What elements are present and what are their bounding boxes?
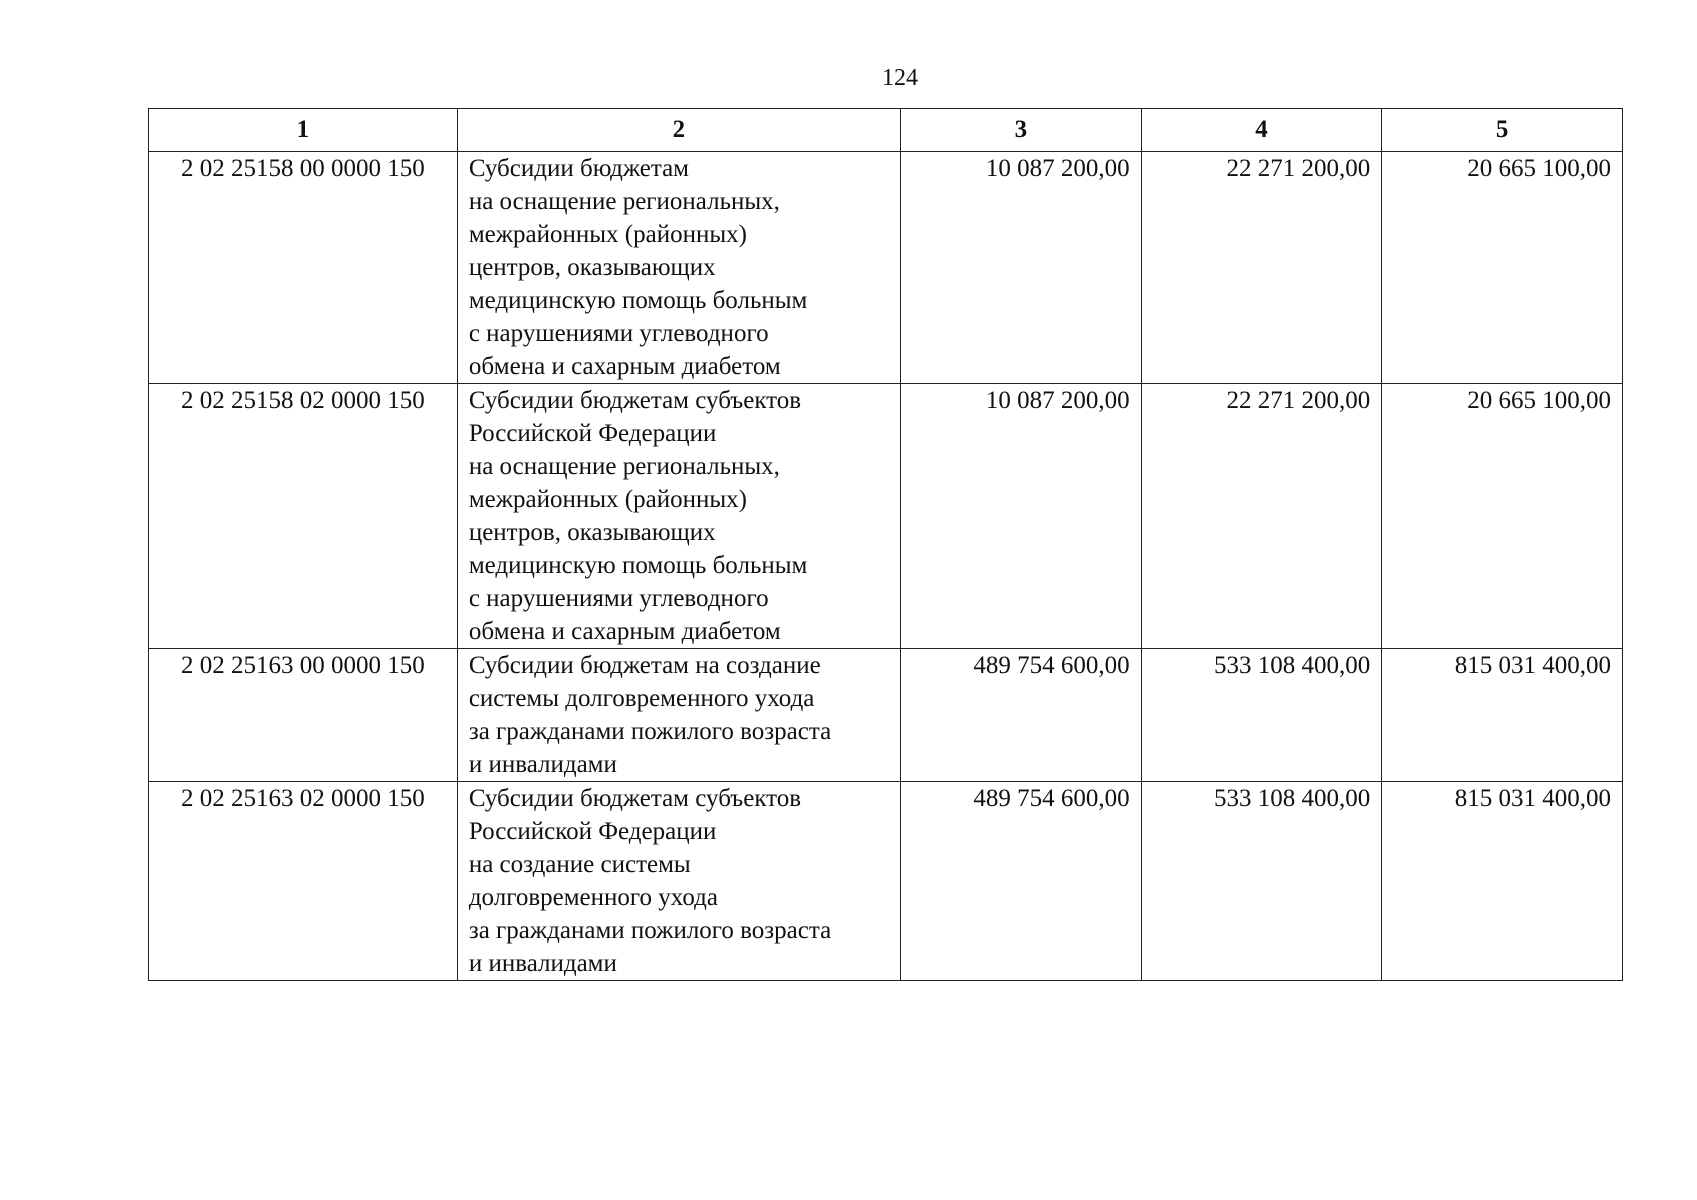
amount-cell-col5: 815 031 400,00 <box>1382 649 1623 782</box>
description-line: и инвалидами <box>468 751 617 778</box>
description-line: межрайонных (районных) <box>468 221 747 248</box>
description-line: Субсидии бюджетам субъектов <box>468 785 802 812</box>
description-line: медицинскую помощь больным <box>468 287 808 314</box>
amount-cell-col5: 815 031 400,00 <box>1382 782 1623 981</box>
table-row <box>149 384 1623 649</box>
description-line: Субсидии бюджетам <box>468 155 690 182</box>
amount-cell-col3: 489 754 600,00 <box>901 782 1142 981</box>
description-cell <box>457 649 900 782</box>
description-line: на оснащение региональных, <box>468 188 780 215</box>
amount-cell-col3: 10 087 200,00 <box>901 384 1142 649</box>
description-line: на создание системы <box>468 851 691 878</box>
description-line: обмена и сахарным диабетом <box>468 618 781 645</box>
amount-cell-col3: 489 754 600,00 <box>901 649 1142 782</box>
code-cell: 2 02 25163 00 0000 150 <box>149 649 458 782</box>
description-line: с нарушениями углеводного <box>468 320 769 347</box>
header-row <box>149 109 1623 152</box>
column-header-5: 5 <box>1382 109 1623 152</box>
description-line: Российской Федерации <box>468 420 717 447</box>
description-cell <box>457 782 900 981</box>
amount-cell-col3: 10 087 200,00 <box>901 152 1142 384</box>
table-row <box>149 649 1623 782</box>
amount-cell-col4: 533 108 400,00 <box>1141 649 1382 782</box>
description-line: Субсидии бюджетам на создание <box>468 652 821 679</box>
amount-cell-col4: 22 271 200,00 <box>1141 384 1382 649</box>
table-row <box>149 152 1623 384</box>
code-cell: 2 02 25158 02 0000 150 <box>149 384 458 649</box>
description-line: и инвалидами <box>468 950 617 977</box>
description-line: центров, оказывающих <box>468 519 716 546</box>
column-header-1: 1 <box>149 109 458 152</box>
amount-cell-col5: 20 665 100,00 <box>1382 384 1623 649</box>
description-line: с нарушениями углеводного <box>468 585 769 612</box>
code-cell: 2 02 25163 02 0000 150 <box>149 782 458 981</box>
amount-cell-col5: 20 665 100,00 <box>1382 152 1623 384</box>
description-line: Российской Федерации <box>468 818 717 845</box>
description-line: долговременного ухода <box>468 884 718 911</box>
table-row <box>149 782 1623 981</box>
column-header-2: 2 <box>457 109 900 152</box>
description-line: Субсидии бюджетам субъектов <box>468 387 802 414</box>
description-line: за гражданами пожилого возраста <box>468 917 832 944</box>
description-line: за гражданами пожилого возраста <box>468 718 832 745</box>
description-line: системы долговременного ухода <box>468 685 815 712</box>
description-cell <box>457 384 900 649</box>
column-header-3: 3 <box>901 109 1142 152</box>
description-line: межрайонных (районных) <box>468 486 747 513</box>
page-number: 124 <box>882 65 918 91</box>
budget-table <box>148 108 1623 981</box>
code-cell: 2 02 25158 00 0000 150 <box>149 152 458 384</box>
description-line: обмена и сахарным диабетом <box>468 353 781 380</box>
description-line: центров, оказывающих <box>468 254 716 281</box>
amount-cell-col4: 533 108 400,00 <box>1141 782 1382 981</box>
description-line: на оснащение региональных, <box>468 453 780 480</box>
description-line: медицинскую помощь больным <box>468 552 808 579</box>
column-header-4: 4 <box>1141 109 1382 152</box>
amount-cell-col4: 22 271 200,00 <box>1141 152 1382 384</box>
description-cell <box>457 152 900 384</box>
